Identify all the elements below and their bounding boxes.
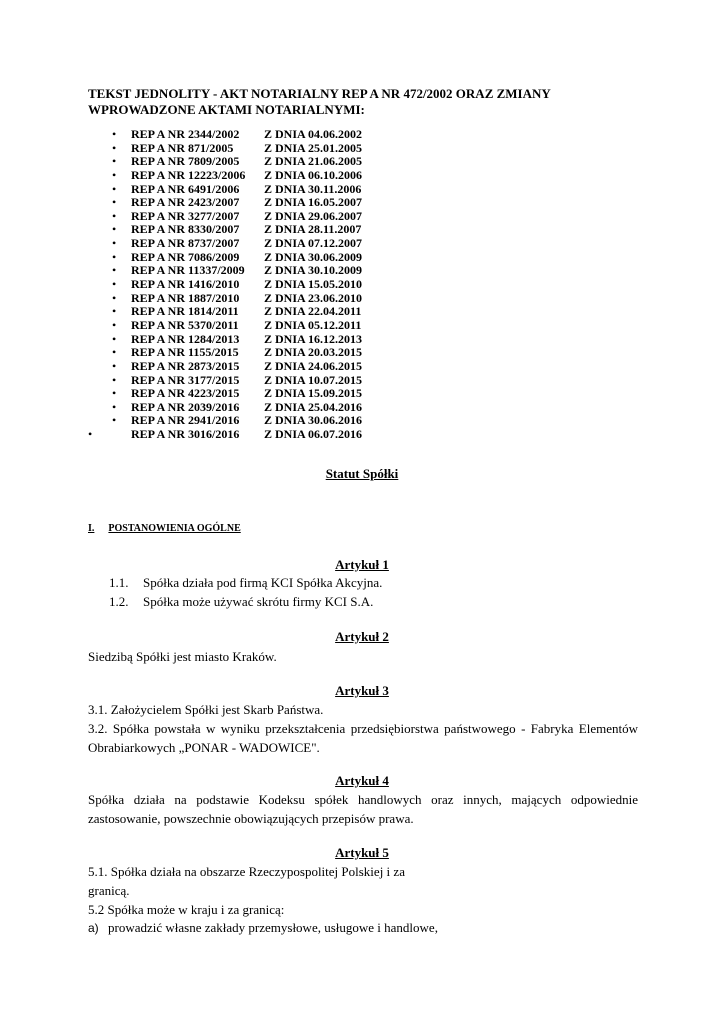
- section-heading: [88, 522, 241, 536]
- bullet-icon: •: [112, 277, 117, 292]
- bullet-icon: •: [112, 372, 117, 387]
- act-date: Z DNIA 24.06.2015: [264, 358, 363, 373]
- article-3-paragraph-2: 3.2. Spółka powstała w wyniku przekształcenia przedsiębiorstwa państwowego - Fabryka Elementów Obrabiarkowych „PONAR - WADOWICE".: [88, 721, 638, 755]
- act-date: Z DNIA 10.07.2015: [264, 372, 363, 387]
- act-number: REP A NR 1416/2010: [131, 277, 240, 292]
- article-3-title: Artykuł 3: [335, 683, 389, 698]
- article-5-paragraph-1-line-2: granicą.: [88, 883, 130, 898]
- list-item-text: prowadzić własne zakłady przemysłowe, usługowe i handlowe,: [108, 920, 438, 935]
- bullet-icon: •: [112, 127, 117, 141]
- section-title: POSTANOWIENIA OGÓLNE: [108, 523, 241, 534]
- bullet-icon: •: [112, 304, 117, 319]
- article-5-paragraph-2: 5.2 Spółka może w kraju i za granicą:: [88, 902, 285, 917]
- article-1-item: [109, 573, 382, 592]
- act-number: REP A NR 2423/2007: [131, 195, 240, 210]
- act-date: Z DNIA 30.11.2006: [264, 181, 362, 196]
- act-number: REP A NR 2344/2002: [131, 127, 240, 141]
- bullet-icon: •: [112, 317, 117, 332]
- act-number: REP A NR 4223/2015: [131, 386, 240, 401]
- bullet-icon: •: [112, 208, 117, 223]
- document-heading: [88, 86, 648, 118]
- act-number: REP A NR 1814/2011: [131, 304, 239, 319]
- bullet-icon: •: [112, 399, 117, 414]
- act-number: REP A NR 8737/2007: [131, 236, 240, 251]
- act-number: REP A NR 2941/2016: [131, 413, 240, 428]
- act-number: REP A NR 3016/2016: [131, 427, 240, 442]
- bullet-icon: •: [112, 386, 117, 401]
- bullet-icon: •: [112, 222, 117, 237]
- statute-title: Statut Spółki: [325, 466, 399, 481]
- bullet-icon: •: [112, 236, 117, 251]
- act-date: Z DNIA 22.04.2011: [264, 304, 362, 319]
- act-date: Z DNIA 30.06.2009: [264, 249, 363, 264]
- act-date: Z DNIA 06.10.2006: [264, 167, 363, 182]
- bullet-icon: •: [112, 358, 117, 373]
- act-date: Z DNIA 21.06.2005: [264, 154, 363, 169]
- bullet-icon: •: [112, 290, 117, 305]
- act-date: Z DNIA 06.07.2016: [264, 427, 363, 442]
- act-number: REP A NR 7086/2009: [131, 249, 240, 264]
- article-5-paragraph-1-line-1: 5.1. Spółka działa na obszarze Rzeczypospolitej Polskiej i za: [88, 864, 405, 879]
- bullet-icon: •: [88, 427, 93, 442]
- act-date: Z DNIA 16.05.2007: [264, 195, 363, 210]
- act-number: REP A NR 3277/2007: [131, 208, 240, 223]
- bullet-icon: •: [112, 413, 117, 428]
- article-5-list-item-a: [88, 918, 438, 938]
- article-2-text: Siedzibą Spółki jest miasto Kraków.: [88, 649, 277, 664]
- act-date: Z DNIA 25.01.2005: [264, 140, 363, 155]
- act-date: Z DNIA 15.05.2010: [264, 277, 363, 292]
- act-number: REP A NR 1155/2015: [131, 345, 239, 360]
- act-number: REP A NR 8330/2007: [131, 222, 240, 237]
- bullet-icon: •: [112, 195, 117, 210]
- act-date: Z DNIA 07.12.2007: [264, 236, 363, 251]
- article-1-title: Artykuł 1: [335, 557, 389, 572]
- act-number: REP A NR 5370/2011: [131, 317, 239, 332]
- act-date: Z DNIA 30.10.2009: [264, 263, 363, 278]
- item-text: Spółka może używać skrótu firmy KCI S.A.: [143, 594, 374, 609]
- article-4-text: Spółka działa na podstawie Kodeksu spółek handlowych oraz innych, mających odpowiednie zastosowanie, powszechnie obowiązujących przepisów prawa.: [88, 792, 638, 826]
- article-1-item: [109, 592, 373, 611]
- bullet-icon: •: [112, 140, 117, 155]
- bullet-icon: •: [112, 181, 117, 196]
- bullet-icon: •: [112, 331, 117, 346]
- act-number: REP A NR 1284/2013: [131, 331, 240, 346]
- item-text: Spółka działa pod firmą KCI Spółka Akcyjna.: [143, 575, 383, 590]
- article-4-title: Artykuł 4: [335, 773, 389, 788]
- list-letter: a): [88, 921, 99, 935]
- section-number: I.: [88, 523, 95, 534]
- heading-line-2: WPROWADZONE AKTAMI NOTARIALNYMI:: [88, 102, 365, 117]
- act-date: Z DNIA 16.12.2013: [264, 331, 363, 346]
- act-date: Z DNIA 25.04.2016: [264, 399, 363, 414]
- act-number: REP A NR 6491/2006: [131, 181, 240, 196]
- article-5-title: Artykuł 5: [335, 845, 389, 860]
- act-date: Z DNIA 29.06.2007: [264, 208, 363, 223]
- bullet-icon: •: [112, 263, 117, 278]
- bullet-icon: •: [112, 167, 117, 182]
- item-number: 1.1.: [109, 575, 129, 590]
- act-number: REP A NR 12223/2006: [131, 167, 246, 182]
- act-number: REP A NR 11337/2009: [131, 263, 245, 278]
- act-number: REP A NR 1887/2010: [131, 290, 240, 305]
- act-date: Z DNIA 23.06.2010: [264, 290, 363, 305]
- bullet-icon: •: [112, 345, 117, 360]
- article-2-title: Artykuł 2: [335, 629, 389, 644]
- act-date: Z DNIA 04.06.2002: [264, 127, 363, 141]
- article-3-paragraph-1: 3.1. Założycielem Spółki jest Skarb Państwa.: [88, 702, 324, 717]
- bullet-icon: •: [112, 154, 117, 169]
- act-number: REP A NR 7809/2005: [131, 154, 240, 169]
- act-date: Z DNIA 30.06.2016: [264, 413, 363, 428]
- item-number: 1.2.: [109, 594, 129, 609]
- act-number: REP A NR 2039/2016: [131, 399, 240, 414]
- bullet-icon: •: [112, 249, 117, 264]
- act-number: REP A NR 2873/2015: [131, 358, 240, 373]
- heading-line-1: TEKST JEDNOLITY - AKT NOTARIALNY REP A NR 472/2002 ORAZ ZMIANY: [88, 86, 551, 101]
- act-number: REP A NR 3177/2015: [131, 372, 240, 387]
- act-number: REP A NR 871/2005: [131, 140, 234, 155]
- act-date: Z DNIA 28.11.2007: [264, 222, 362, 237]
- act-date: Z DNIA 15.09.2015: [264, 386, 363, 401]
- act-date: Z DNIA 20.03.2015: [264, 345, 363, 360]
- act-date: Z DNIA 05.12.2011: [264, 317, 362, 332]
